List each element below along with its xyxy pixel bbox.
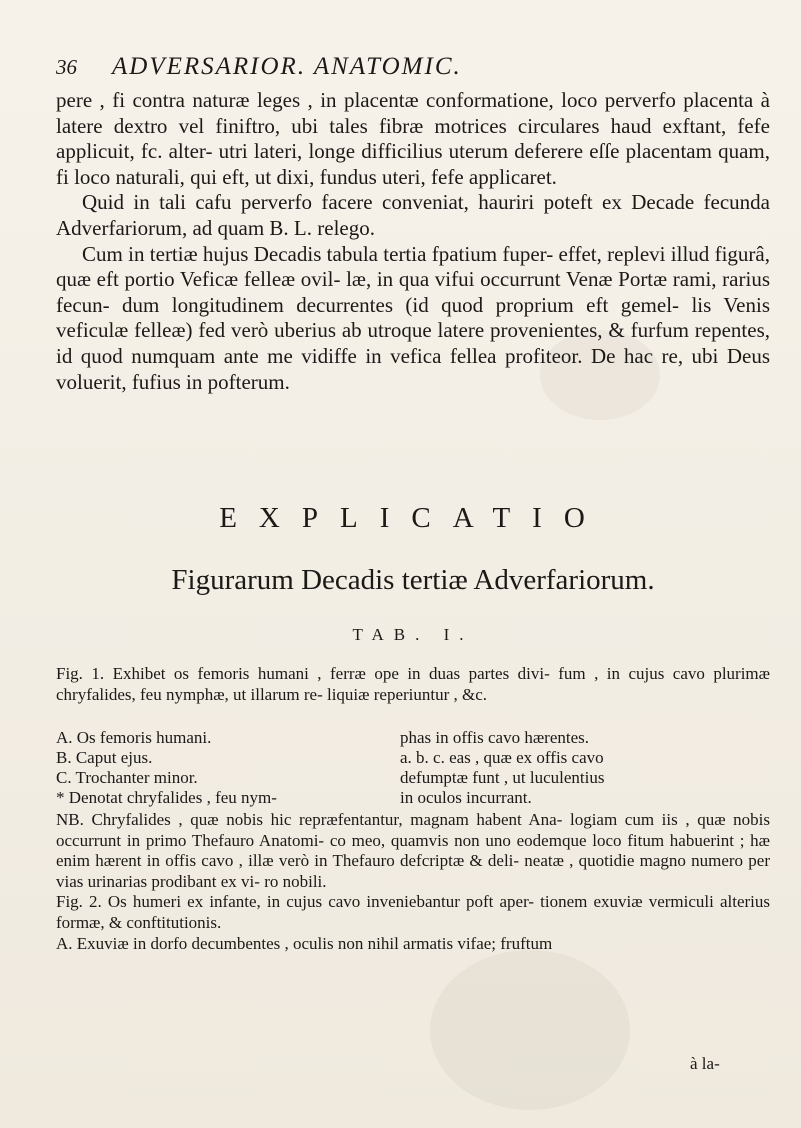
legend-left-column (56, 728, 386, 808)
section-heading: EXPLICATIO (219, 502, 607, 534)
figure-1-text: Fig. 1. Exhibet os femoris humani , ferræ ope in duas partes divi- fum , in cujus cavo plurimæ chryfalides, feu nymphæ, ut illarum re- liquiæ reperiuntur , &c. (56, 664, 770, 704)
legend-item: phas in offis cavo hærentes. (400, 728, 590, 747)
section-subtitle: Figurarum Decadis tertiæ Adverfariorum. (171, 564, 655, 596)
legend-item: C. Trochanter minor. (56, 768, 198, 787)
legend-item: * Denotat chryfalides , feu nym- (56, 788, 277, 807)
paragraph: pere , fi contra naturæ leges , in placentæ conformatione, loco perverfo placenta à latere dextro vel finiftro, ubi tales fibræ motrices circulares haud exftant, fefe applicuit, fc. alter- utri lateri, longe difficilius uterum deferere eſſe placentam quam, fi loco naturali, qui eft, ut dixi, fundus uteri, fefe applicaret. (56, 88, 770, 189)
catchword: à la- (690, 1054, 720, 1073)
page-number: 36 (56, 55, 77, 79)
legend-item: B. Caput ejus. (56, 748, 153, 767)
legend-item: A. Os femoris humani. (56, 728, 212, 747)
notes (56, 810, 770, 954)
legend-item: defumptæ funt , ut luculentius (400, 768, 605, 787)
paragraph: Cum in tertiæ hujus Decadis tabula tertia fpatium fuper- effet, replevi illud figurâ, quæ eft portio Veficæ felleæ ovil- læ, in qua vifui occurrunt Venæ Portæ rami, rarius fecun- dum longitudinem decurrentes (id quod proprium eft gemel- lis Venis veficulæ felleæ) fed verò uberius ab utroque latere provenientes, & furfum repentes, id quod numquam ante me vidiffe in vefica fellea profiteor. De hac re, ubi Deus voluerit, fufius in pofterum. (56, 241, 770, 394)
page-header (56, 55, 756, 85)
paragraph: Quid in tali cafu perverfo facere conveniat, hauriri poteft ex Decade fecunda Adverfariorum, ad quam B. L. relego. (56, 190, 770, 240)
figure-2-item-a: A. Exuviæ in dorfo decumbentes , oculis non nihil armatis vifae; fruftum (56, 933, 553, 953)
legend-right-column (400, 728, 770, 808)
legend-item: a. b. c. eas , quæ ex offis cavo (400, 748, 604, 767)
nota-bene: NB. Chryfalides , quæ nobis hic repræfentantur, magnam habent Ana- logiam cum iis , quæ nobis occurrunt in primo Thefauro Anatomi- co meo, quamvis non uno eodemque loco fitum habuerint ; hæ enim hærent in offis cavo , illæ verò in Thefauro defcriptæ & deli- neatæ , quotidie magno numero per vias urinarias prodibant ex vi- ro nobili. (56, 810, 770, 891)
body-text (56, 88, 770, 395)
legend-item: in oculos incurrant. (400, 788, 532, 807)
table-label: TAB. I. (352, 625, 474, 644)
paper-stain (430, 950, 630, 1110)
figure-2-caption: Fig. 2. Os humeri ex infante, in cujus cavo inveniebantur poft aper- tionem exuviæ vermiculi alterius formæ, & conftitutionis. (56, 892, 770, 932)
figure-1-caption (56, 663, 770, 705)
running-title: ADVERSARIOR. ANATOMIC. (112, 53, 462, 80)
